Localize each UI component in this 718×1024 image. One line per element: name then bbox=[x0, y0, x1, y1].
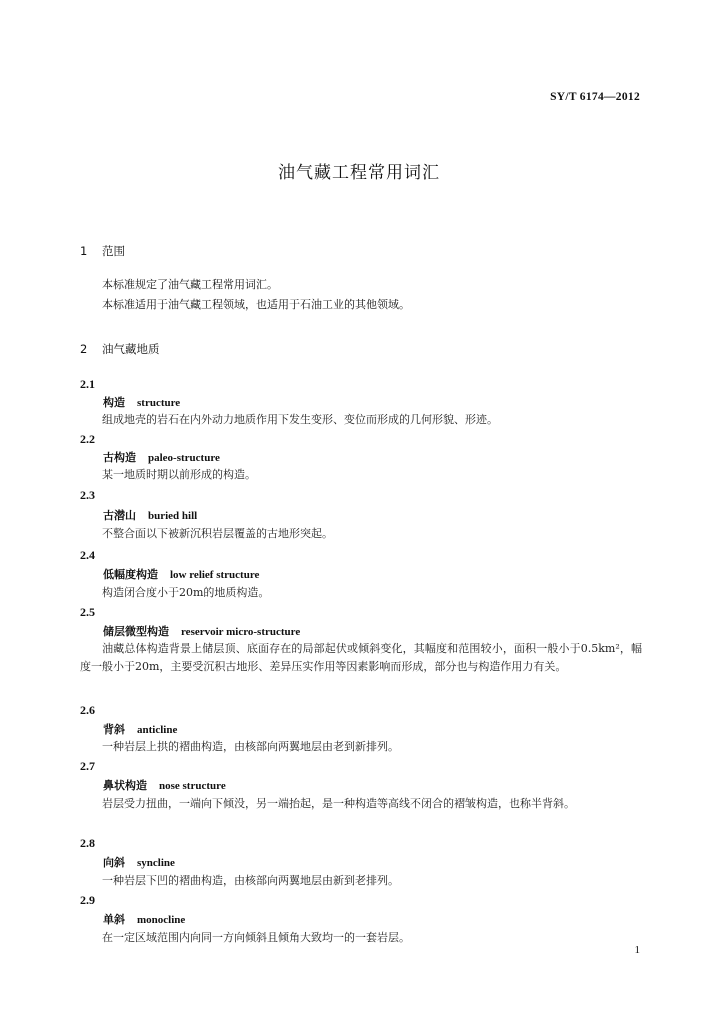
term-chinese: 单斜 bbox=[103, 913, 125, 926]
term-chinese: 向斜 bbox=[103, 856, 125, 869]
definition-text: 构造闭合度小于20m的地质构造。 bbox=[102, 586, 270, 599]
term-number: 2.2 bbox=[80, 432, 95, 446]
term-number: 2.1 bbox=[80, 377, 95, 391]
document-title: 油气藏工程常用词汇 bbox=[278, 163, 440, 183]
term-definition bbox=[80, 738, 642, 756]
standard-code: SY/T 6174—2012 bbox=[550, 91, 640, 103]
term-chinese: 古构造 bbox=[103, 451, 136, 464]
term-definition bbox=[80, 411, 642, 429]
section-number: 1 bbox=[80, 244, 88, 258]
term-heading bbox=[103, 394, 180, 410]
section-1-heading bbox=[80, 243, 125, 259]
definition-text: 岩层受力扭曲，一端向下倾没，另一端抬起，是一种构造等高线不闭合的褶皱构造，也称半背斜。 bbox=[102, 797, 575, 810]
term-number: 2.3 bbox=[80, 488, 95, 502]
term-chinese: 储层微型构造 bbox=[103, 625, 169, 638]
term-chinese: 构造 bbox=[103, 396, 125, 409]
section-number: 2 bbox=[80, 342, 88, 356]
term-heading bbox=[103, 911, 185, 927]
term-chinese: 鼻状构造 bbox=[103, 779, 147, 792]
term-english: paleo-structure bbox=[148, 452, 220, 464]
definition-text: 组成地壳的岩石在内外动力地质作用下发生变形、变位而形成的几何形貌、形迹。 bbox=[102, 413, 498, 426]
term-definition bbox=[80, 525, 642, 543]
term-chinese: 古潜山 bbox=[103, 509, 136, 522]
section-1-paragraph bbox=[80, 277, 640, 293]
term-number: 2.9 bbox=[80, 893, 95, 907]
section-title: 范围 bbox=[102, 244, 125, 258]
term-definition bbox=[80, 872, 642, 890]
term-definition bbox=[80, 466, 642, 484]
section-title: 油气藏地质 bbox=[102, 342, 160, 356]
term-english: low relief structure bbox=[170, 569, 260, 581]
term-chinese: 背斜 bbox=[103, 723, 125, 736]
definition-text: 一种岩层下凹的褶曲构造，由核部向两翼地层由新到老排列。 bbox=[102, 874, 399, 887]
term-number: 2.5 bbox=[80, 605, 95, 619]
term-english: monocline bbox=[137, 914, 186, 926]
term-number: 2.6 bbox=[80, 703, 95, 717]
term-heading bbox=[103, 854, 175, 870]
paragraph-text: 本标准适用于油气藏工程领域，也适用于石油工业的其他领域。 bbox=[102, 298, 410, 311]
term-english: nose structure bbox=[159, 780, 226, 792]
page-number: 1 bbox=[634, 944, 640, 956]
definition-text: 一种岩层上拱的褶曲构造，由核部向两翼地层由老到新排列。 bbox=[102, 740, 399, 753]
term-number: 2.8 bbox=[80, 836, 95, 850]
definition-text: 某一地质时期以前形成的构造。 bbox=[102, 468, 256, 481]
term-english: syncline bbox=[137, 857, 175, 869]
term-definition bbox=[80, 795, 642, 813]
term-english: reservoir micro-structure bbox=[181, 626, 301, 638]
term-number: 2.7 bbox=[80, 759, 95, 773]
term-definition bbox=[80, 929, 642, 947]
term-definition bbox=[80, 584, 642, 602]
definition-text: 不整合面以下被新沉积岩层覆盖的古地形突起。 bbox=[102, 527, 333, 540]
definition-text: 油藏总体构造背景上储层顶、底面存在的局部起伏或倾斜变化，其幅度和范围较小，面积一般小于0.5km²，幅度一般小于20m，主要受沉积古地形、差异压实作用等因素影响而形成，部分也与构造作用力有关。 bbox=[80, 642, 642, 673]
section-2-heading bbox=[80, 341, 160, 357]
definition-text: 在一定区域范围内向同一方向倾斜且倾角大致均一的一套岩层。 bbox=[102, 931, 410, 944]
paragraph-text: 本标准规定了油气藏工程常用词汇。 bbox=[102, 278, 278, 291]
term-chinese: 低幅度构造 bbox=[103, 568, 158, 581]
term-english: anticline bbox=[137, 724, 178, 736]
term-heading bbox=[103, 777, 226, 793]
term-english: buried hill bbox=[148, 510, 198, 522]
term-definition bbox=[80, 640, 642, 675]
section-1-paragraph bbox=[80, 297, 640, 313]
term-heading bbox=[103, 566, 259, 582]
term-english: structure bbox=[137, 397, 181, 409]
term-heading bbox=[103, 721, 177, 737]
term-number: 2.4 bbox=[80, 548, 95, 562]
term-heading bbox=[103, 623, 300, 639]
term-heading bbox=[103, 507, 197, 523]
term-heading bbox=[103, 449, 220, 465]
